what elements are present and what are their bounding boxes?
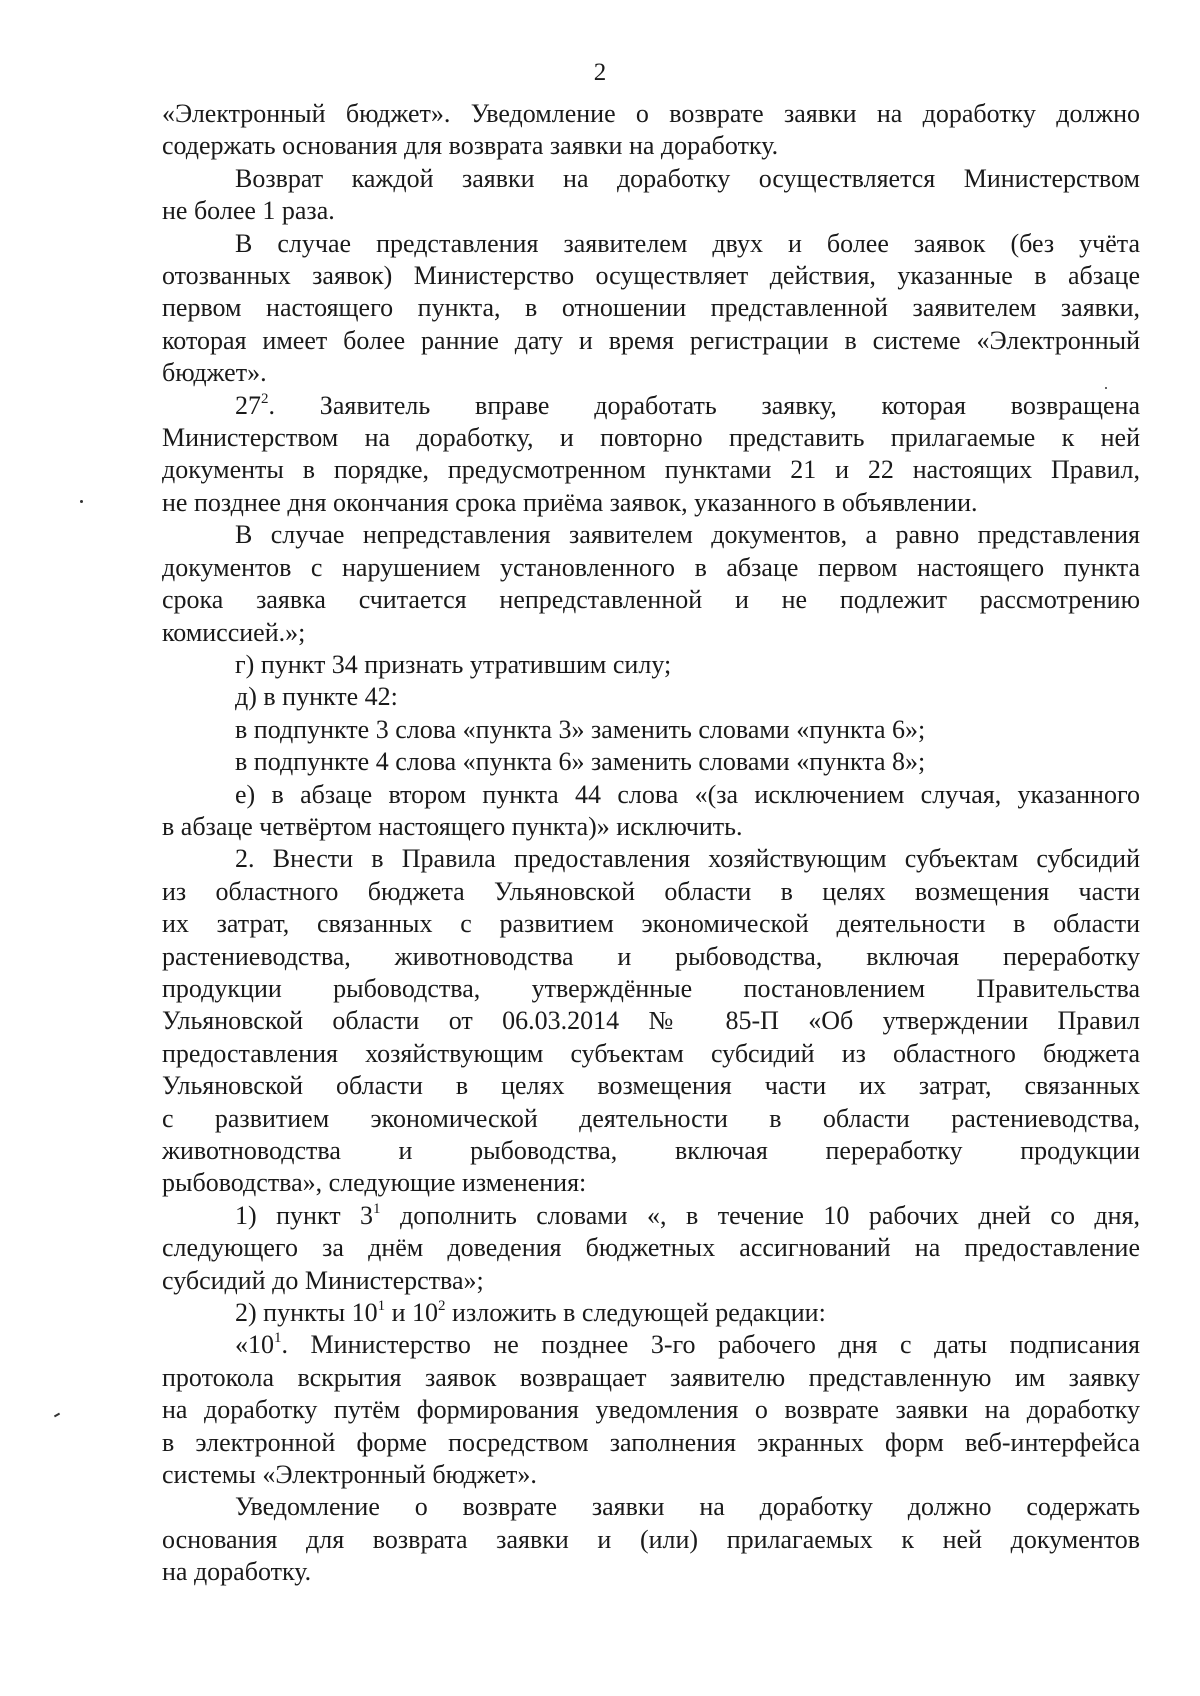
text-line: в подпункте 4 слова «пункта 6» заменить словами «пункта 8»;	[235, 747, 926, 777]
superscript: 2	[261, 390, 269, 407]
text-line: системы «Электронный бюджет».	[162, 1460, 537, 1490]
text-line: В случае непредставления заявителем документов, а равно представления	[235, 520, 1140, 550]
text-line: срока заявка считается непредставленной и не подлежит рассмотрению	[162, 585, 1140, 615]
text-line: «$10^1$. Министерство не позднее 3-го рабочего дня с даты подписания	[235, 1330, 1140, 1360]
text-line: документов с нарушением установленного в абзаце первом настоящего пункта	[162, 552, 1140, 582]
text-line: первом настоящего пункта, в отношении представленной заявителем заявки,	[162, 293, 1140, 323]
text-line: в подпункте 3 слова «пункта 3» заменить словами «пункта 6»;	[235, 714, 926, 744]
text-line: 1) пункт $3^1$ дополнить словами «, в течение 10 рабочих дней со дня,	[235, 1200, 1140, 1230]
superscript: 1	[377, 1298, 386, 1315]
document-body	[162, 98, 1140, 1589]
text-line: субсидий до Министерства»;	[162, 1265, 484, 1295]
scan-speck	[80, 500, 83, 503]
text-line: «Электронный бюджет». Уведомление о возврате заявки на доработку должно	[162, 99, 1140, 128]
text-line: в абзаце четвёртом настоящего пункта)» исключить.	[162, 811, 743, 841]
text-line: не позднее дня окончания срока приёма заявок, указанного в объявлении.	[162, 487, 978, 517]
text-line: на доработку путём формирования уведомления о возврате заявки на доработку	[162, 1395, 1140, 1425]
superscript: 1	[373, 1200, 381, 1217]
text-line: содержать основания для возврата заявки на доработку.	[162, 131, 779, 161]
text-line: Ульяновской области от 06.03.2014 № 85-П «Об утверждении Правил	[162, 1006, 1140, 1036]
superscript: 1	[274, 1330, 282, 1347]
text-line: с развитием экономической деятельности в области растениеводства,	[162, 1103, 1140, 1133]
text-line: животноводства и рыбоводства, включая переработку продукции	[162, 1136, 1140, 1165]
page-number: 2	[593, 59, 607, 86]
text-line: Министерством на доработку, и повторно представить прилагаемые к ней	[162, 423, 1140, 453]
text-line: д) в пункте 42:	[235, 682, 398, 712]
text-line: $27^2$. Заявитель вправе доработать заявку, которая возвращена	[235, 390, 1140, 420]
superscript: 2	[438, 1298, 446, 1315]
text-line: их затрат, связанных с развитием экономической деятельности в области	[162, 909, 1140, 939]
text-line: основания для возврата заявки и (или) прилагаемых к ней документов	[162, 1524, 1140, 1554]
text-line: в электронной форме посредством заполнения экранных форм веб-интерфейса	[162, 1427, 1140, 1457]
text-line: протокола вскрытия заявок возвращает заявителю представленную им заявку	[162, 1362, 1140, 1392]
text-line: бюджет».	[162, 358, 267, 388]
text-line: не более 1 раза.	[162, 196, 335, 226]
text-line: продукции рыбоводства, утверждённые постановлением Правительства	[162, 973, 1140, 1003]
text-line: отозванных заявок) Министерство осуществляет действия, указанные в абзаце	[162, 261, 1140, 291]
clause-number: 27	[235, 390, 261, 420]
text-line: следующего за днём доведения бюджетных ассигнований на предоставление	[162, 1233, 1140, 1263]
text-line: Уведомление о возврате заявки на доработку должно содержать	[235, 1492, 1140, 1522]
text-line: из областного бюджета Ульяновской области в целях возмещения части	[162, 876, 1140, 906]
text-line: 2. Внести в Правила предоставления хозяйствующим субъектам субсидий	[235, 844, 1140, 874]
text-line: Возврат каждой заявки на доработку осуществляется Министерством	[235, 163, 1140, 193]
scan-speck	[54, 1413, 60, 1418]
text-line: которая имеет более ранние дату и время регистрации в системе «Электронный	[162, 325, 1140, 355]
text-line: рыбоводства», следующие изменения:	[162, 1168, 587, 1198]
text-line: г) пункт 34 признать утратившим силу;	[235, 649, 672, 679]
text-line: В случае представления заявителем двух и более заявок (без учёта	[235, 228, 1140, 258]
text-line: на доработку.	[162, 1557, 312, 1587]
text-line: растениеводства, животноводства и рыбоводства, включая переработку	[162, 941, 1140, 971]
text-line: документы в порядке, предусмотренном пунктами 21 и 22 настоящих Правил,	[162, 455, 1140, 485]
text-line: Ульяновской области в целях возмещения части их затрат, связанных	[162, 1071, 1140, 1101]
text-line: комиссией.»;	[162, 617, 306, 647]
text-line: 2) пункты $10^1$ и $10^2$ изложить в следующей редакции:	[235, 1298, 826, 1328]
scan-speck	[1105, 387, 1107, 389]
text-line: е) в абзаце втором пункта 44 слова «(за исключением случая, указанного	[235, 779, 1140, 809]
text-line: предоставления хозяйствующим субъектам субсидий из областного бюджета	[162, 1038, 1140, 1068]
